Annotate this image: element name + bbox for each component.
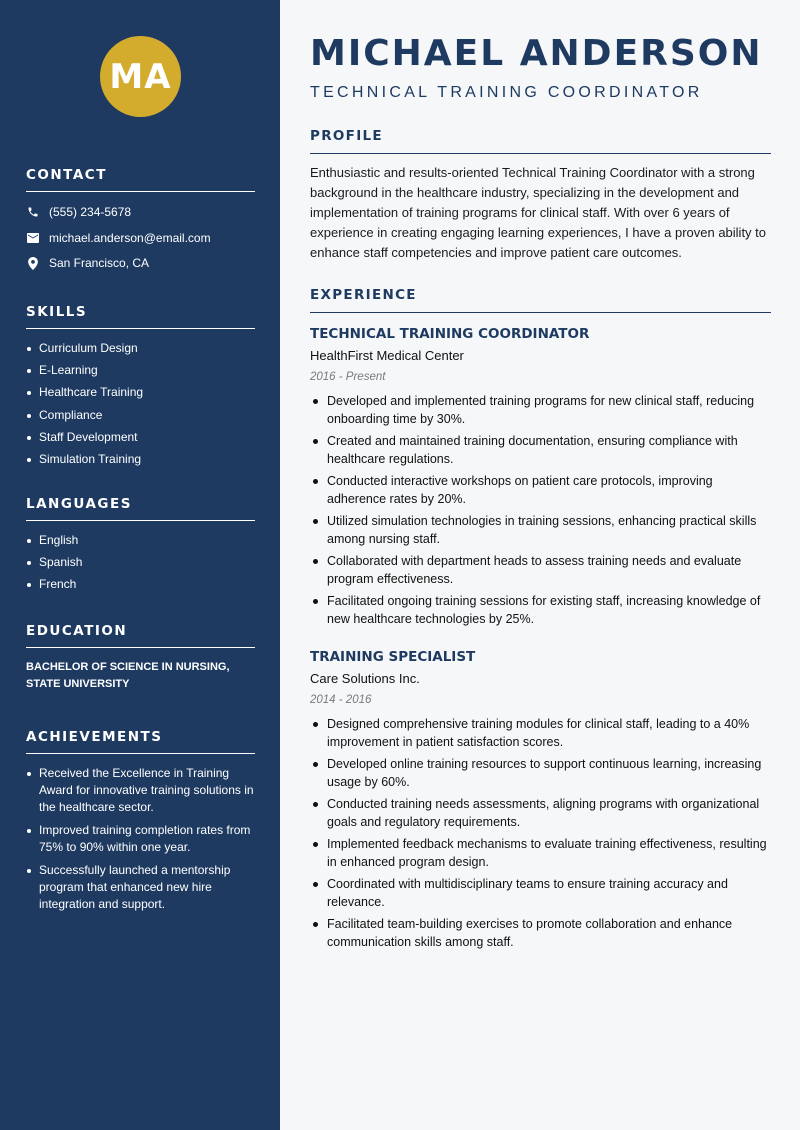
skills-list <box>26 340 255 468</box>
job-bullet: Developed online training resources to support continuous learning, increasing usage by 60%. <box>310 755 771 791</box>
contact-location <box>26 254 255 272</box>
job-company: HealthFirst Medical Center <box>310 348 464 363</box>
education-heading: EDUCATION <box>26 623 255 648</box>
candidate-name: MICHAEL ANDERSON <box>310 33 763 74</box>
job-bullets <box>310 715 771 951</box>
skill-item: E-Learning <box>26 362 255 379</box>
contact-section <box>26 167 255 280</box>
achievement-item: Improved training completion rates from 75% to 90% within one year. <box>26 822 255 856</box>
education-degree <box>26 659 255 693</box>
skills-section <box>26 304 255 473</box>
job-bullets <box>310 392 771 628</box>
location-pin-icon <box>26 256 40 270</box>
contact-email <box>26 229 255 247</box>
job-company: Care Solutions Inc. <box>310 671 420 686</box>
email-text: michael.anderson@email.com <box>49 230 211 245</box>
job-bullet: Conducted interactive workshops on patient care protocols, improving adherence rates by 20%. <box>310 472 771 508</box>
skill-item: Staff Development <box>26 429 255 446</box>
language-item: Spanish <box>26 554 255 571</box>
profile-heading: PROFILE <box>310 128 771 154</box>
avatar: MA <box>100 36 181 117</box>
job-bullet: Created and maintained training documentation, ensuring compliance with healthcare regulations. <box>310 432 771 468</box>
phone-text: (555) 234-5678 <box>49 205 132 219</box>
job-bullet: Facilitated ongoing training sessions for existing staff, increasing knowledge of new healthcare technologies by 25%. <box>310 592 771 628</box>
job-bullet: Facilitated team-building exercises to promote collaboration and enhance communication skills among staff. <box>310 915 771 951</box>
sidebar <box>0 0 280 1130</box>
skill-item: Curriculum Design <box>26 340 255 357</box>
education-school-line: STATE UNIVERSITY <box>26 678 130 690</box>
phone-icon <box>26 205 40 219</box>
achievement-item: Received the Excellence in Training Award for innovative training solutions in the healthcare sector. <box>26 765 255 816</box>
profile-text: Enthusiastic and results-oriented Technical Training Coordinator with a strong background in the healthcare industry, specializing in the development and implementation of training programs for clinical staff. With over 6 years of experience in creating engaging learning experiences, I have a proven ability to enhance staff competencies and improve patient care outcomes. <box>310 165 767 260</box>
job-bullet: Utilized simulation technologies in training sessions, enhancing practical skills among nursing staff. <box>310 512 771 548</box>
location-text: San Francisco, CA <box>49 256 150 271</box>
contact-phone <box>26 203 255 221</box>
languages-heading: LANGUAGES <box>26 496 255 521</box>
achievements-section <box>26 729 255 919</box>
skill-item: Simulation Training <box>26 451 255 468</box>
job-bullet: Developed and implemented training programs for new clinical staff, reducing onboarding time by 30%. <box>310 392 771 428</box>
contact-heading: CONTACT <box>26 167 255 192</box>
job-bullet: Implemented feedback mechanisms to evaluate training effectiveness, resulting in enhanced program design. <box>310 835 771 871</box>
achievement-item: Successfully launched a mentorship program that enhanced new hire integration and support. <box>26 862 255 913</box>
languages-list <box>26 532 255 593</box>
skill-item: Compliance <box>26 407 255 424</box>
language-item: English <box>26 532 255 549</box>
education-degree-line: BACHELOR OF SCIENCE IN NURSING, <box>26 661 230 673</box>
languages-section <box>26 496 255 599</box>
job-bullet: Designed comprehensive training modules for clinical staff, leading to a 40% improvement in patient satisfaction scores. <box>310 715 771 751</box>
job-bullet: Coordinated with multidisciplinary teams to ensure training accuracy and relevance. <box>310 875 771 911</box>
job-bullet: Collaborated with department heads to assess training needs and evaluate program effectiveness. <box>310 552 771 588</box>
job-dates: 2016 - Present <box>310 371 386 383</box>
job-title: TRAINING SPECIALIST <box>310 649 476 665</box>
education-section <box>26 623 255 693</box>
job-bullet: Conducted training needs assessments, aligning programs with organizational goals and regulatory requirements. <box>310 795 771 831</box>
job-title: TECHNICAL TRAINING COORDINATOR <box>310 326 590 342</box>
skills-heading: SKILLS <box>26 304 255 329</box>
candidate-title: TECHNICAL TRAINING COORDINATOR <box>310 84 703 101</box>
job-entry <box>310 325 771 632</box>
language-item: French <box>26 576 255 593</box>
job-entry <box>310 648 771 955</box>
job-dates: 2014 - 2016 <box>310 694 372 706</box>
skill-item: Healthcare Training <box>26 384 255 401</box>
achievements-list <box>26 765 255 913</box>
experience-heading: EXPERIENCE <box>310 287 771 313</box>
email-icon <box>26 231 40 245</box>
achievements-heading: ACHIEVEMENTS <box>26 729 255 754</box>
